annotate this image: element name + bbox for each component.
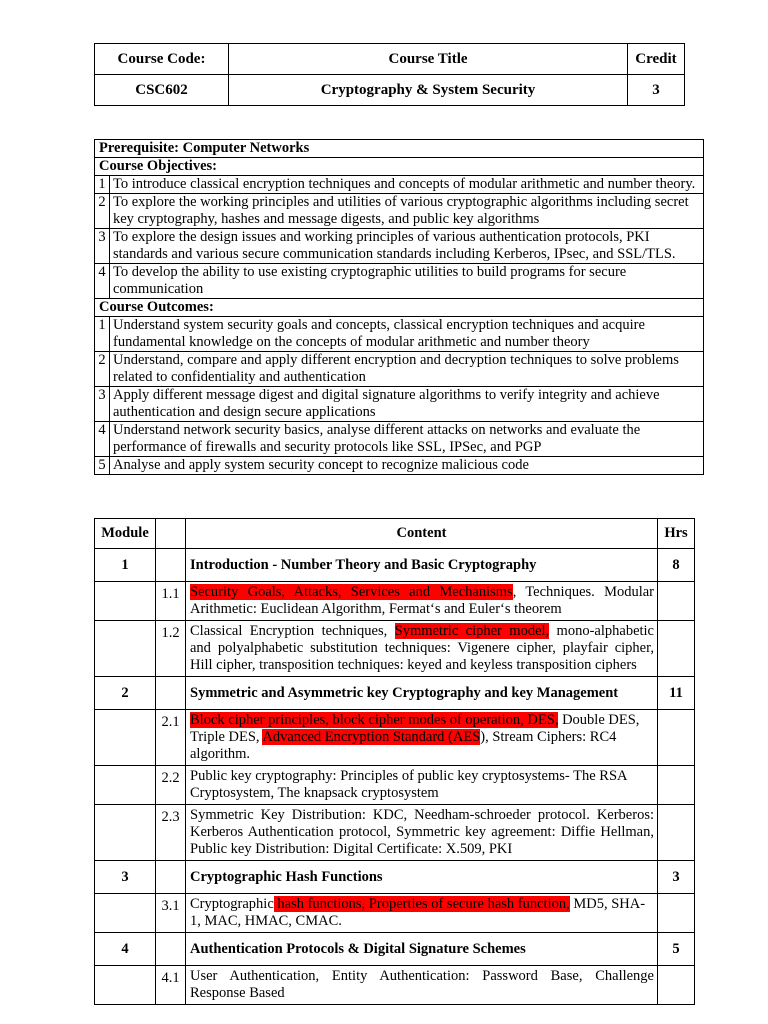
- subtopic-row: [95, 621, 695, 677]
- subtopic-content: User Authentication, Entity Authentication: Password Base, Challenge Response Based: [186, 966, 658, 1005]
- objective-number: 2: [95, 194, 110, 229]
- subtopic-number: 2.1: [156, 710, 186, 766]
- objective-number: 4: [95, 264, 110, 299]
- outcome-text: Apply different message digest and digital signature algorithms to verify integrity and achieve authentication and design secure applications: [110, 387, 704, 422]
- subtopic-number: 1.2: [156, 621, 186, 677]
- highlighted-text: Security Goals, Attacks, Services and Mechanisms: [190, 584, 513, 600]
- objective-text: To develop the ability to use existing cryptographic utilities to build programs for secure communication: [110, 264, 704, 299]
- outcome-text: Understand, compare and apply different encryption and decryption techniques to solve problems related to confidentiality and authentication: [110, 352, 704, 387]
- objective-row: [95, 176, 704, 194]
- course-title-header: Course Title: [229, 44, 628, 75]
- subtopic-number: 1.1: [156, 582, 186, 621]
- module-number: 2: [95, 677, 156, 710]
- subtopic-row: [95, 766, 695, 805]
- highlighted-text: hash functions, Properties of secure hash function,: [273, 896, 570, 912]
- subtopic-text: Double DES, Triple DES,: [190, 712, 640, 745]
- subtopic-row: [95, 894, 695, 933]
- subtopic-number: 3.1: [156, 894, 186, 933]
- objective-number: 1: [95, 176, 110, 194]
- subtopic-content: Public key cryptography: Principles of public key cryptosystems- The RSA Cryptosystem, The knapsack cryptosystem: [186, 766, 658, 805]
- objectives-heading: Course Objectives:: [95, 158, 704, 176]
- course-info-row: [95, 75, 685, 106]
- outcome-row: [95, 387, 704, 422]
- outcome-row: [95, 422, 704, 457]
- course-title-value: Cryptography & System Security: [229, 75, 628, 106]
- subtopic-row: [95, 710, 695, 766]
- subtopic-content: [186, 582, 658, 621]
- module-hours: 3: [658, 861, 695, 894]
- highlighted-text: Block cipher principles, block cipher modes of operation, DES,: [190, 712, 559, 728]
- course-info-header-row: [95, 44, 685, 75]
- outcome-number: 4: [95, 422, 110, 457]
- subtopic-number: 2.2: [156, 766, 186, 805]
- course-info-table: [94, 43, 685, 106]
- subtopic-text: mono-alphabetic and polyalphabetic substitution techniques: Vigenere cipher, playfair cipher, Hill cipher, transposition techniques: keyed and keyless transposition ciphers: [190, 623, 654, 673]
- outcomes-heading: Course Outcomes:: [95, 299, 704, 317]
- objective-text: To explore the working principles and utilities of various cryptographic algorithms including secret key cryptography, hashes and message digests, and public key algorithms: [110, 194, 704, 229]
- objective-text: To explore the design issues and working principles of various authentication protocols, PKI standards and various secure communication standards including Kerberos, IPsec, and SSL/TLS.: [110, 229, 704, 264]
- credit-header: Credit: [628, 44, 685, 75]
- module-number: 4: [95, 933, 156, 966]
- subtopic-number: 2.3: [156, 805, 186, 861]
- subtopic-text: ), Stream Ciphers: RC4 algorithm.: [190, 729, 617, 762]
- credit-value: 3: [628, 75, 685, 106]
- outcome-number: 1: [95, 317, 110, 352]
- subtopic-content: [186, 621, 658, 677]
- objective-row: [95, 229, 704, 264]
- module-hours: 5: [658, 933, 695, 966]
- module-title: Introduction - Number Theory and Basic Cryptography: [186, 549, 658, 582]
- subtopic-text: MD5, SHA-1, MAC, HMAC, CMAC.: [190, 896, 646, 929]
- module-content-table: [94, 518, 695, 1005]
- subtopic-row: [95, 966, 695, 1005]
- outcome-row: [95, 457, 704, 475]
- module-number: 1: [95, 549, 156, 582]
- outcome-number: 2: [95, 352, 110, 387]
- module-title: Symmetric and Asymmetric key Cryptography and key Management: [186, 677, 658, 710]
- module-title: Authentication Protocols & Digital Signature Schemes: [186, 933, 658, 966]
- objective-row: [95, 264, 704, 299]
- outcome-number: 3: [95, 387, 110, 422]
- module-header: Module: [95, 519, 156, 549]
- subtopic-content: [186, 894, 658, 933]
- module-row: [95, 861, 695, 894]
- module-hours: 8: [658, 549, 695, 582]
- module-title: Cryptographic Hash Functions: [186, 861, 658, 894]
- outcome-row: [95, 352, 704, 387]
- outcome-text: Understand system security goals and concepts, classical encryption techniques and acquire fundamental knowledge on the concepts of modular arithmetic and number theory: [110, 317, 704, 352]
- course-code-header: Course Code:: [95, 44, 229, 75]
- course-code-value: CSC602: [95, 75, 229, 106]
- subtopic-row: [95, 582, 695, 621]
- outcome-row: [95, 317, 704, 352]
- module-row: [95, 549, 695, 582]
- content-header: Content: [186, 519, 658, 549]
- content-header-row: [95, 519, 695, 549]
- module-row: [95, 933, 695, 966]
- subtopic-content: [186, 710, 658, 766]
- objective-row: [95, 194, 704, 229]
- subtopic-text: Cryptographic: [190, 896, 274, 912]
- prerequisite: Prerequisite: Computer Networks: [95, 140, 704, 158]
- module-hours: 11: [658, 677, 695, 710]
- highlighted-text: Symmetric cipher model,: [394, 623, 550, 639]
- objective-text: To introduce classical encryption techniques and concepts of modular arithmetic and number theory.: [110, 176, 704, 194]
- objective-number: 3: [95, 229, 110, 264]
- module-row: [95, 677, 695, 710]
- outcome-text: Understand network security basics, analyse different attacks on networks and evaluate the performance of firewalls and security protocols like SSL, IPSec, and PGP: [110, 422, 704, 457]
- subtopic-content: Symmetric Key Distribution: KDC, Needham-schroeder protocol. Kerberos: Kerberos Authentication protocol, Symmetric key agreement: Diffie Hellman, Public key Distribution: Digital Certificate: X.509, PKI: [186, 805, 658, 861]
- subtopic-number: 4.1: [156, 966, 186, 1005]
- subtopic-text: Classical Encryption techniques,: [190, 623, 395, 639]
- hrs-header: Hrs: [658, 519, 695, 549]
- outcome-number: 5: [95, 457, 110, 475]
- subtopic-text: , Techniques. Modular Arithmetic: Euclidean Algorithm, Fermat‘s and Euler‘s theorem: [190, 584, 655, 617]
- highlighted-text: Advanced Encryption Standard (AES: [262, 729, 481, 745]
- subtopic-row: [95, 805, 695, 861]
- module-number: 3: [95, 861, 156, 894]
- outcome-text: Analyse and apply system security concept to recognize malicious code: [110, 457, 704, 475]
- objectives-table: [94, 139, 704, 475]
